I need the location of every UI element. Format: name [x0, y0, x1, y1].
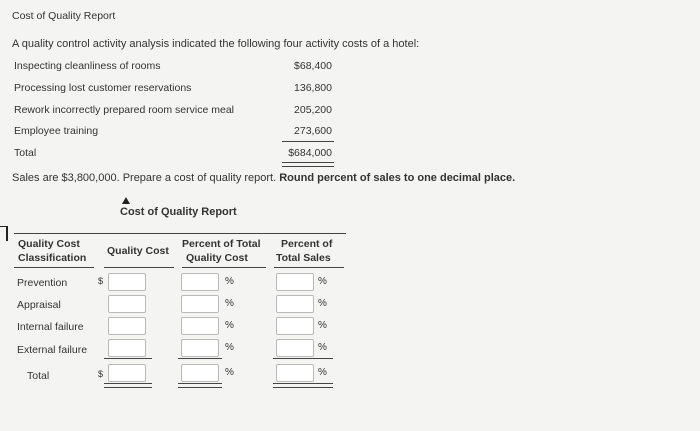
- report-top-rule: [14, 233, 346, 234]
- row-label-total: Total: [27, 370, 50, 382]
- appraisal-pct-sales-input[interactable]: [276, 295, 314, 313]
- prevention-pct-total-input[interactable]: [181, 273, 219, 291]
- total-value: $684,000: [288, 147, 332, 159]
- prevention-pct-sales-input[interactable]: [276, 273, 314, 291]
- total-pct-total-input[interactable]: [181, 364, 219, 382]
- header-rule-1: [14, 267, 94, 268]
- instruction-text: [12, 172, 515, 184]
- pct-total-double-rule: [178, 383, 222, 388]
- appraisal-cost-input[interactable]: [108, 295, 146, 313]
- activity-label: Employee training: [14, 125, 99, 137]
- header-rule-3: [182, 267, 266, 268]
- total-cost-input[interactable]: [108, 364, 146, 382]
- external-failure-pct-total-input[interactable]: [181, 339, 219, 357]
- appraisal-pct-total-input[interactable]: [181, 295, 219, 313]
- total-pct-sales-input[interactable]: [276, 364, 314, 382]
- activity-value: $68,400: [294, 60, 332, 72]
- pct-sales-double-rule: [273, 383, 333, 388]
- left-bracket-mark: [0, 226, 8, 241]
- report-title: Cost of Quality Report: [120, 206, 237, 218]
- page-title: Cost of Quality Report: [12, 10, 116, 22]
- pct-total-sum-rule: [178, 358, 222, 359]
- external-failure-pct-sales-input[interactable]: [276, 339, 314, 357]
- header-rule-4: [274, 267, 344, 268]
- activity-label: Processing lost customer reservations: [14, 82, 192, 94]
- header-pct-total-1: Percent of Total: [182, 238, 261, 250]
- row-label-appraisal: Appraisal: [17, 299, 61, 311]
- currency-symbol: $: [98, 276, 104, 286]
- header-classification-1: Quality Cost: [18, 238, 80, 250]
- mouse-cursor-icon: [122, 197, 130, 204]
- activity-label: Rework incorrectly prepared room service meal: [14, 104, 234, 116]
- percent-symbol: %: [225, 320, 234, 331]
- percent-symbol: %: [225, 342, 234, 353]
- total-double-rule: [282, 162, 334, 167]
- percent-symbol: %: [318, 342, 327, 353]
- external-failure-cost-input[interactable]: [108, 339, 146, 357]
- percent-symbol: %: [225, 276, 234, 287]
- internal-failure-cost-input[interactable]: [108, 317, 146, 335]
- total-label: Total: [14, 147, 37, 159]
- percent-symbol: %: [318, 276, 327, 287]
- percent-symbol: %: [225, 367, 234, 378]
- currency-symbol: $: [98, 369, 104, 379]
- percent-symbol: %: [318, 320, 327, 331]
- intro-text: A quality control activity analysis indicated the following four activity costs of a hotel:: [12, 38, 420, 50]
- row-label-external-failure: External failure: [17, 344, 88, 356]
- subtotal-rule: [282, 141, 334, 142]
- activity-value: 136,800: [294, 82, 332, 94]
- row-label-internal-failure: Internal failure: [17, 321, 84, 333]
- cost-total-double-rule: [104, 383, 152, 388]
- percent-symbol: %: [225, 298, 234, 309]
- instruction-bold: Round percent of sales to one decimal place.: [279, 172, 516, 184]
- header-classification-2: Classification: [18, 252, 87, 264]
- header-pct-sales-2: Total Sales: [276, 252, 331, 264]
- row-label-prevention: Prevention: [17, 277, 68, 289]
- internal-failure-pct-total-input[interactable]: [181, 317, 219, 335]
- activity-value: 205,200: [294, 104, 332, 116]
- header-pct-sales-1: Percent of: [281, 238, 333, 250]
- instruction-plain: Sales are $3,800,000. Prepare a cost of quality report.: [12, 172, 277, 184]
- percent-symbol: %: [318, 298, 327, 309]
- percent-symbol: %: [318, 367, 327, 378]
- activity-value: 273,600: [294, 125, 332, 137]
- internal-failure-pct-sales-input[interactable]: [276, 317, 314, 335]
- pct-sales-sum-rule: [273, 358, 333, 359]
- activity-label: Inspecting cleanliness of rooms: [14, 60, 161, 72]
- header-rule-2: [104, 267, 174, 268]
- cost-sum-rule: [104, 358, 152, 359]
- prevention-cost-input[interactable]: [108, 273, 146, 291]
- header-quality-cost: Quality Cost: [107, 245, 169, 257]
- header-pct-total-2: Quality Cost: [186, 252, 248, 264]
